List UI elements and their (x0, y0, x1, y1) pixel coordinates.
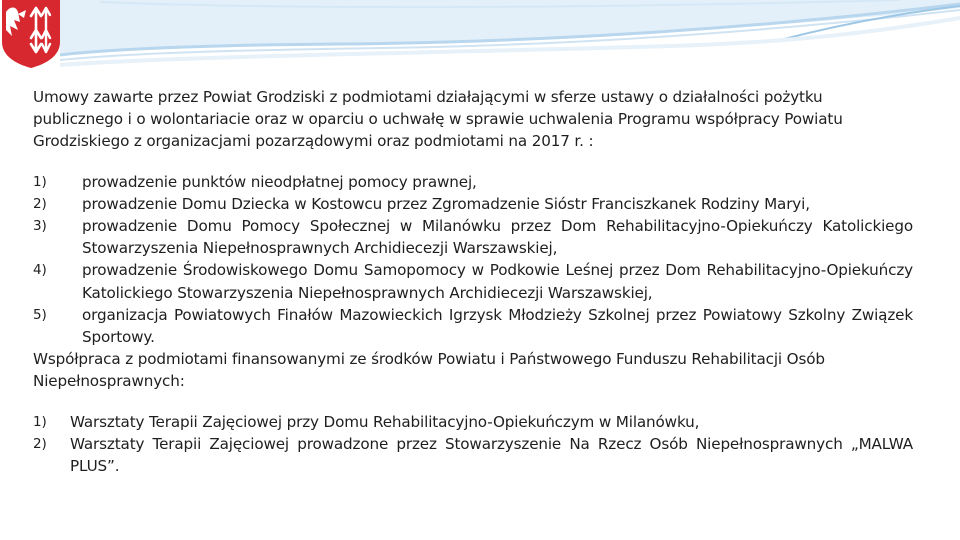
list-item-text: prowadzenie Domu Pomocy Społecznej w Milanówku przez Dom Rehabilitacyjno-Opiekuńczy Katolickiego Stowarzyszenia Niepełnosprawnych Archidiecezji Warszawskiej, (82, 217, 913, 258)
list-item-text: prowadzenie Domu Dziecka w Kostowcu przez Zgromadzenie Sióstr Franciszkanek Rodziny Maryi, (82, 194, 810, 213)
list-number: 1) (33, 173, 47, 190)
list-number: 2) (33, 435, 47, 452)
list-item (33, 433, 913, 477)
workshops-list (33, 411, 913, 478)
list-item (33, 411, 913, 433)
list-number: 1) (33, 413, 47, 430)
list-item (33, 259, 913, 303)
coat-of-arms-logo (0, 0, 62, 68)
list-number: 5) (33, 306, 47, 323)
list-item (33, 171, 913, 193)
header-wave-decoration (0, 0, 960, 75)
list-item-text: Warsztaty Terapii Zajęciowej przy Domu Rehabilitacyjno-Opiekuńczym w Milanówku, (70, 412, 700, 431)
list-item-text: organizacja Powiatowych Finałów Mazowieckich Igrzysk Młodzieży Szkolnej przez Powiatowy Szkolny Związek Sportowy. (82, 305, 913, 347)
cooperation-heading: Współpraca z podmiotami finansowanymi ze środków Powiatu i Państwowego Funduszu Rehabilitacji Osób Niepełnosprawnych: (33, 350, 825, 391)
list-item-text: Warsztaty Terapii Zajęciowej prowadzone przez Stowarzyszenie Na Rzecz Osób Niepełnosprawnych „MALWA PLUS”. (70, 434, 913, 476)
list-item-text: prowadzenie Środowiskowego Domu Samopomocy w Podkowie Leśnej przez Dom Rehabilitacyjno-Opiekuńczy Katolickiego Stowarzyszenia Niepełnosprawnych Archidiecezji Warszawskiej, (82, 261, 913, 302)
slide-content (33, 86, 913, 477)
list-item (33, 215, 913, 259)
list-number: 2) (33, 195, 47, 212)
agreements-list (33, 171, 913, 349)
list-number: 4) (33, 262, 47, 279)
list-item (33, 193, 913, 215)
list-number: 3) (33, 218, 47, 235)
list-item-text: prowadzenie punktów nieodpłatnej pomocy prawnej, (82, 172, 477, 191)
list-item (33, 304, 913, 348)
intro-paragraph: Umowy zawarte przez Powiat Grodziski z podmiotami działającymi w sferze ustawy o działalności pożytku publicznego i o wolontariacie oraz w oparciu o uchwałę w sprawie uchwalenia Programu współpracy Powiatu Grodziskiego z organizacjami pozarządowymi oraz podmiotami na 2017 r. : (33, 88, 843, 151)
